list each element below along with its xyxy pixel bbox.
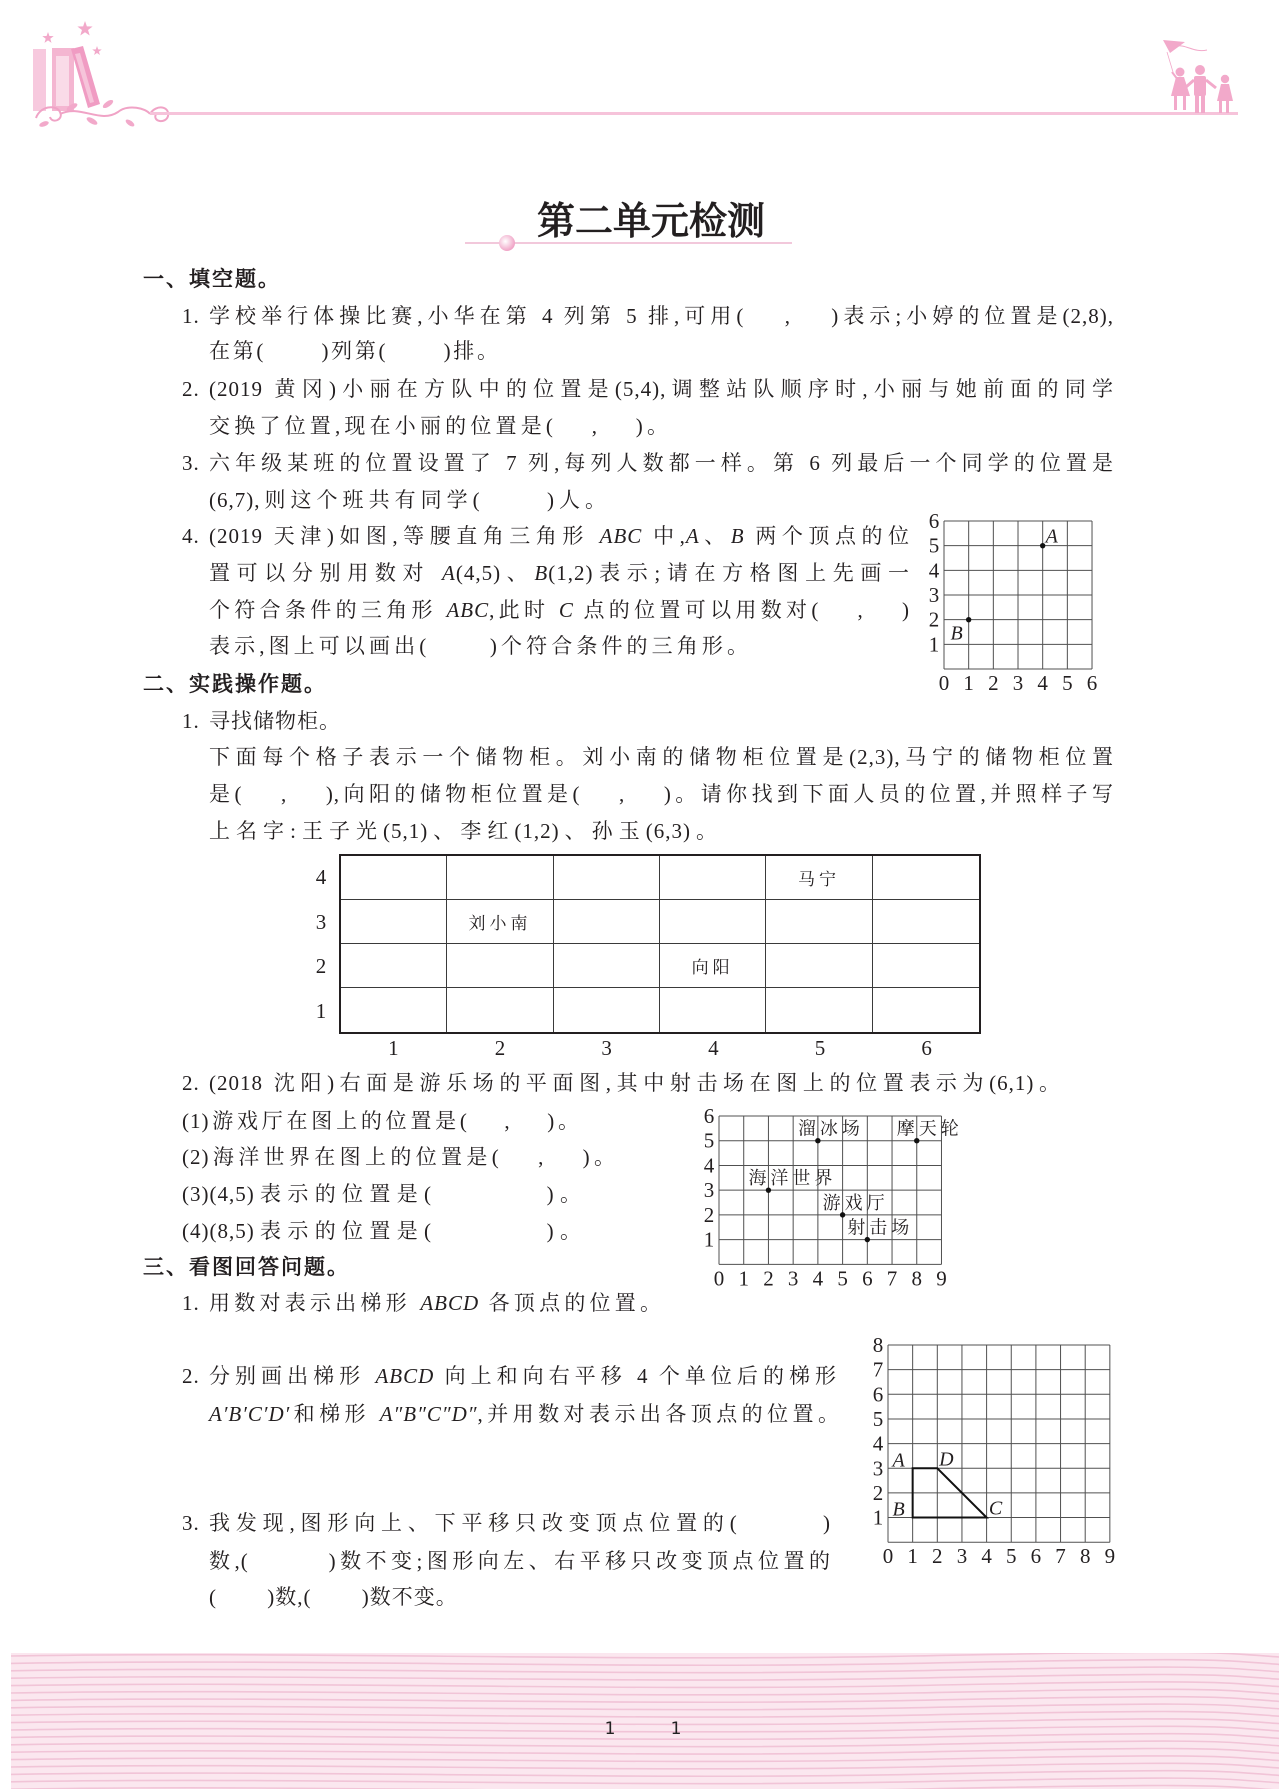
italic-math-label: ABC (599, 524, 643, 548)
text-run: 交换了位置,现在小丽的位置是( , )。 (209, 414, 669, 438)
text-run: 分别画出梯形 (209, 1364, 376, 1388)
question-number: 2. (182, 1364, 200, 1388)
y-tick-label: 5 (703, 1128, 715, 1153)
y-tick-label: 3 (872, 1456, 884, 1481)
text-run: 置可以分别用数对 (209, 561, 443, 585)
text-run: ,此时 (489, 598, 559, 622)
locker-cell (341, 988, 447, 1032)
locker-cell (554, 856, 660, 900)
page-title: 第二单元检测 (537, 198, 766, 243)
vertex-label: A (892, 1449, 905, 1472)
italic-math-label: A′B′C′D′ (209, 1402, 291, 1426)
text-run: 、 (699, 524, 731, 548)
locker-owner-name: 向阳 (691, 958, 734, 977)
place-label: 摩天轮 (896, 1118, 963, 1139)
grid-canvas (685, 1082, 1025, 1298)
y-tick-label: 4 (703, 1153, 715, 1178)
y-tick-label: 3 (928, 583, 940, 608)
question-number: 2. (182, 377, 200, 401)
star-icon (92, 46, 102, 55)
text-run: 中, (642, 524, 686, 548)
footer-wave-line (11, 1653, 1279, 1658)
y-tick-label: 3 (703, 1178, 715, 1203)
footer-wave-line (11, 1785, 1279, 1789)
child-silhouette (1186, 65, 1216, 113)
x-tick-label: 0 (882, 1544, 894, 1569)
text-run: 点的位置可以用数对( , ) (573, 598, 910, 622)
locker-cell (554, 988, 660, 1032)
y-tick-label: 6 (872, 1382, 884, 1407)
book-cover (56, 56, 69, 106)
table-col-label: 2 (494, 1036, 506, 1060)
kite-tail (1176, 46, 1207, 51)
text-run: (2019 黄冈)小丽在方队中的位置是(5,4),调整站队顺序时,小丽与她前面的同学 (209, 377, 1114, 401)
text-run: 各顶点的位置。 (479, 1291, 663, 1315)
question-text-line (209, 558, 910, 588)
footer-wave-line (11, 1711, 1279, 1717)
vertex-label: C (988, 1497, 1003, 1520)
y-tick-label: 1 (703, 1227, 715, 1252)
question-number: 1. (182, 709, 200, 733)
locker-cell (447, 900, 553, 944)
question-text-line (209, 816, 718, 846)
text-run: (1)游戏厅在图上的位置是( , )。 (182, 1109, 580, 1133)
star-icon (42, 32, 53, 43)
y-tick-label: 6 (703, 1104, 715, 1128)
text-run: (2)海洋世界在图上的位置是( , )。 (182, 1145, 616, 1169)
grid-canvas (854, 1311, 1194, 1576)
grid-point (840, 1212, 845, 1217)
place-label: 溜冰场 (797, 1118, 864, 1139)
text-run: 向上和向右平移 4 个单位后的梯形 (434, 1364, 838, 1388)
locker-cell (554, 944, 660, 988)
locker-cell (873, 944, 979, 988)
locker-cell (660, 856, 766, 900)
page-number: 1 (670, 1719, 682, 1739)
text-run: 寻找储物柜。 (209, 709, 341, 733)
locker-cell (447, 944, 553, 988)
locker-cell (447, 856, 553, 900)
x-tick-label: 3 (787, 1266, 799, 1291)
x-tick-label: 7 (886, 1266, 898, 1291)
locker-owner-name: 马宁 (797, 870, 840, 889)
footer-wave-pattern (11, 1653, 1279, 1789)
question-text-line (209, 1508, 831, 1538)
text-run: 我发现,图形向上、下平移只改变顶点位置的( ) (209, 1511, 831, 1535)
text-run: 用数对表示出梯形 (209, 1291, 421, 1315)
text-run: 六年级某班的位置设置了 7 列,每列人数都一样。第 6 列最后一个同学的位置是 (209, 451, 1114, 475)
footer-wave-line (11, 1697, 1279, 1703)
text-run: ( )数,( )数不变。 (209, 1585, 458, 1609)
question-text-line (209, 301, 1114, 331)
locker-cell (873, 988, 979, 1032)
x-tick-label: 0 (938, 671, 950, 696)
footer-band (11, 1653, 1279, 1789)
text-run: 数,( )数不变;图形向左、右平移只改变顶点位置的 (209, 1549, 831, 1573)
question-number: 3. (182, 451, 200, 475)
x-tick-label: 8 (911, 1266, 923, 1291)
x-tick-label: 2 (988, 671, 999, 696)
text-run: (2018 沈阳)右面是游乐场的平面图,其中射击场在图上的位置表示为(6,1)。 (209, 1071, 1061, 1095)
question-text-line (209, 595, 910, 625)
x-tick-label: 8 (1079, 1544, 1091, 1569)
footer-wave-line (11, 1741, 1279, 1747)
footer-wave-line (11, 1689, 1279, 1695)
italic-math-label: A (685, 524, 700, 548)
footer-wave-line (11, 1748, 1279, 1754)
table-col-label: 6 (921, 1036, 932, 1060)
italic-math-label: A″B″C″D″ (379, 1402, 478, 1426)
question-text-line (209, 1361, 837, 1391)
header-rule (150, 112, 1238, 115)
locker-cell (660, 988, 766, 1032)
x-tick-label: 1 (963, 671, 974, 696)
star-icon (77, 21, 92, 35)
grid-point (966, 617, 971, 622)
italic-math-label: C (558, 598, 574, 622)
italic-math-label: ABC (446, 598, 490, 622)
table-row-label: 2 (315, 954, 327, 979)
x-tick-label: 3 (1012, 671, 1024, 696)
y-tick-label: 1 (872, 1505, 884, 1530)
x-tick-label: 6 (862, 1266, 873, 1291)
sub-question-line (182, 1106, 580, 1136)
x-tick-label: 5 (837, 1266, 848, 1291)
x-tick-label: 5 (1006, 1544, 1017, 1569)
locker-cell (660, 944, 766, 988)
locker-cell (766, 900, 872, 944)
y-tick-label: 2 (703, 1202, 715, 1227)
section-heading-fill-blank: 一、填空题。 (143, 267, 281, 291)
text-run: 下面每个格子表示一个储物柜。刘小南的储物柜位置是(2,3),马宁的储物柜位置 (209, 745, 1114, 769)
question-text-line (209, 521, 910, 551)
question-text-line (209, 631, 749, 661)
question-number: 3. (182, 1511, 200, 1535)
question-text-line (209, 1399, 840, 1429)
x-tick-label: 9 (936, 1266, 947, 1291)
vertex-label: B (950, 622, 963, 645)
book-spine (33, 49, 46, 111)
italic-math-label: B (730, 524, 745, 548)
text-run: 学校举行体操比赛,小华在第 4 列第 5 排,可用( , )表示;小婷的位置是(2,8), (209, 304, 1114, 328)
question-text-line (209, 1582, 458, 1612)
x-tick-label: 4 (981, 1544, 992, 1569)
y-tick-label: 5 (928, 533, 940, 558)
locker-cell (873, 900, 979, 944)
question-text-line (209, 411, 669, 441)
x-tick-label: 5 (1062, 671, 1073, 696)
table-row-label: 3 (315, 909, 327, 934)
section-heading-practice: 二、实践操作题。 (143, 672, 327, 696)
title-underline (455, 230, 805, 256)
children-kite-icon (1163, 40, 1233, 113)
x-tick-label: 2 (932, 1544, 943, 1569)
text-run: 表示,图上可以画出( )个符合条件的三角形。 (209, 634, 749, 658)
x-tick-label: 4 (812, 1266, 824, 1291)
footer-wave-line (11, 1682, 1279, 1688)
footer-wave-line (11, 1756, 1279, 1762)
table-row-label: 1 (315, 998, 327, 1023)
x-tick-label: 1 (907, 1544, 918, 1569)
footer-wave-line (11, 1734, 1279, 1740)
locker-cell (447, 988, 553, 1032)
text-run: ,并用数对表示出各顶点的位置。 (477, 1402, 841, 1426)
x-tick-label: 6 (1030, 1544, 1042, 1569)
question-text-line (209, 485, 607, 515)
x-tick-label: 4 (1037, 671, 1048, 696)
question-text-line (209, 1546, 831, 1576)
text-run: 和梯形 (290, 1402, 380, 1426)
locker-cell (341, 944, 447, 988)
x-tick-label: 0 (713, 1266, 725, 1291)
footer-wave-line (11, 1674, 1279, 1680)
locker-cell (554, 900, 660, 944)
grid-point (914, 1138, 919, 1143)
y-tick-label: 2 (928, 607, 940, 632)
kite-string (1167, 52, 1173, 72)
text-run: (6,7),则这个班共有同学( )人。 (209, 488, 607, 512)
y-tick-label: 2 (872, 1480, 884, 1505)
footer-wave-line (11, 1704, 1279, 1710)
child-silhouette (1171, 68, 1190, 111)
footer-wave-line (11, 1719, 1279, 1725)
question-number: 2. (182, 1071, 200, 1095)
x-tick-label: 3 (956, 1544, 968, 1569)
locker-table (339, 854, 981, 1034)
table-col-label: 1 (388, 1036, 399, 1060)
locker-cell (660, 900, 766, 944)
text-run: (4,5)、 (455, 561, 535, 585)
coordinate-grid-trapezoid (854, 1311, 1194, 1581)
locker-cell (341, 856, 447, 900)
grid-canvas (910, 487, 1176, 703)
vertex-label: A (1045, 525, 1058, 548)
sub-question-line (182, 1216, 582, 1246)
grid-point (1040, 543, 1045, 548)
page-number: 1 (604, 1719, 616, 1739)
grid-point (766, 1187, 771, 1192)
y-tick-label: 8 (872, 1333, 884, 1357)
question-text-line (209, 448, 1114, 478)
x-tick-label: 1 (738, 1266, 749, 1291)
italic-math-label: A (442, 561, 456, 585)
footer-wave-line (11, 1660, 1279, 1666)
header-decoration (0, 0, 1287, 140)
text-run: (3)(4,5)表示的位置是( )。 (182, 1182, 582, 1206)
question-number: 1. (182, 1291, 200, 1315)
footer-wave-line (11, 1667, 1279, 1673)
question-number: 1. (182, 304, 200, 328)
table-col-label: 4 (708, 1036, 719, 1060)
locker-owner-name: 刘小南 (468, 914, 532, 933)
text-run: 在第( )列第( )排。 (209, 339, 499, 363)
table-col-label: 5 (814, 1036, 826, 1060)
sub-question-line (182, 1142, 616, 1172)
table-row-label: 4 (315, 865, 327, 890)
pink-circle-icon (499, 235, 515, 251)
sub-question-line (182, 1179, 582, 1209)
text-run: 是( , ),向阳的储物柜位置是( , )。请你找到下面人员的位置,并照样子写 (209, 782, 1114, 806)
italic-math-label: ABCD (420, 1291, 480, 1315)
question-text-line (209, 374, 1114, 404)
y-tick-label: 1 (928, 632, 940, 657)
locker-cell (873, 856, 979, 900)
question-text-line (209, 779, 1114, 809)
footer-wave-line (11, 1726, 1279, 1732)
place-label: 射击场 (847, 1217, 914, 1238)
place-label: 海洋世界 (748, 1168, 837, 1189)
coordinate-grid-amusement-park (685, 1082, 1025, 1303)
locker-cell (766, 944, 872, 988)
x-tick-label: 7 (1055, 1544, 1066, 1569)
books-stars-icon (33, 21, 168, 128)
question-text-line (209, 1288, 662, 1318)
grid-point (815, 1138, 820, 1143)
y-tick-label: 5 (872, 1406, 884, 1431)
question-text-line (209, 706, 341, 736)
child-silhouette (1217, 75, 1233, 113)
footer-wave-line (11, 1778, 1279, 1784)
place-label: 游戏厅 (822, 1192, 889, 1213)
x-tick-label: 9 (1104, 1544, 1116, 1569)
text-run: (4)(8,5)表示的位置是( )。 (182, 1219, 582, 1243)
locker-cell (766, 988, 872, 1032)
text-run: 上名字:王子光(5,1)、李红(1,2)、孙玉(6,3)。 (209, 819, 718, 843)
grid-point (865, 1237, 870, 1242)
footer-wave-line (11, 1771, 1279, 1777)
x-tick-label: 6 (1086, 671, 1098, 696)
section-heading-read-graph: 三、看图回答问题。 (143, 1255, 350, 1279)
italic-math-label: B (534, 561, 549, 585)
text-run: 个符合条件的三角形 (209, 598, 447, 622)
text-run: (1,2)表示;请在方格图上先画一 (548, 561, 910, 585)
question-number: 4. (182, 524, 200, 548)
question-text-line (209, 336, 499, 366)
y-tick-label: 6 (928, 509, 940, 533)
y-tick-label: 7 (872, 1357, 884, 1382)
text-run: 两个顶点的位 (744, 524, 911, 548)
coordinate-grid-triangle (910, 487, 1176, 708)
y-tick-label: 4 (928, 558, 940, 583)
locker-cell (766, 856, 872, 900)
italic-math-label: ABCD (375, 1364, 435, 1388)
text-run: (2019 天津)如图,等腰直角三角形 (209, 524, 600, 548)
question-text-line (209, 742, 1114, 772)
y-tick-label: 4 (872, 1431, 884, 1456)
vertex-label: B (892, 1498, 905, 1521)
x-tick-label: 2 (763, 1266, 774, 1291)
footer-wave-line (11, 1763, 1279, 1769)
locker-cell (341, 900, 447, 944)
vertex-label: D (939, 1448, 954, 1471)
table-col-label: 3 (601, 1036, 612, 1060)
